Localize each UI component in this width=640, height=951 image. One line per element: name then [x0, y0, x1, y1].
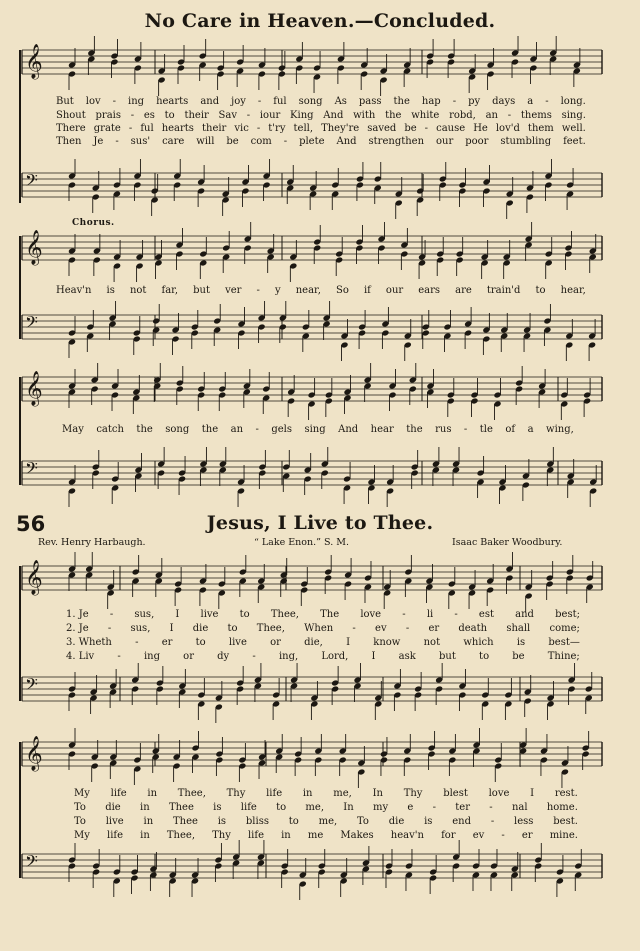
lyric-syllable: li: [426, 609, 434, 620]
lyric-syllable: sus,: [134, 609, 155, 620]
lyric-syllable: -: [283, 136, 288, 147]
lyric-syllable: And: [323, 110, 344, 121]
lyric-syllable: lov: [85, 96, 101, 107]
lyric-syllable: to: [195, 637, 206, 648]
lyric-syllable: Thee: [172, 816, 198, 827]
lyric-syllable: sus,: [130, 623, 151, 634]
lyric-syllable: Thee,: [166, 830, 195, 841]
lyric-syllable: ev: [472, 830, 485, 841]
lyric-syllable: is: [516, 637, 526, 648]
lyric-syllable: -: [117, 651, 121, 662]
hymn-number: 56: [16, 512, 46, 536]
lyric-syllable: the: [406, 424, 423, 435]
lyric-syllable: mine.: [549, 830, 578, 841]
lyric-syllable: My: [74, 830, 90, 841]
lyric-syllable: end: [452, 816, 472, 827]
lyric-syllable: train'd: [486, 285, 521, 296]
lyric-syllable: be: [226, 136, 239, 147]
lyric-syllable: As: [334, 96, 347, 107]
lyric-syllable: is: [424, 816, 433, 827]
lyric-syllable: -: [115, 136, 119, 147]
bass-clef-icon: 𝄢: [25, 458, 38, 482]
lyric-syllable: but: [439, 651, 456, 662]
lyric-syllable: is: [217, 816, 227, 827]
lyric-syllable: their: [201, 123, 227, 134]
lyric-syllable: saved: [367, 123, 397, 134]
lyric-syllable: Thee,: [270, 609, 299, 620]
lyric-syllable: Thy: [212, 830, 231, 841]
lyric-syllable: -: [489, 802, 493, 813]
lyric-syllable: com: [250, 136, 272, 147]
lyric-syllable: pass: [358, 96, 382, 107]
lyric-syllable: strengthen: [368, 136, 425, 147]
lyric-syllable: well.: [561, 123, 586, 134]
lyric-syllable: sus': [130, 136, 151, 147]
lyric-syllable: ful: [140, 123, 154, 134]
lyric-syllable: a: [527, 424, 534, 435]
lyric-syllable: grate: [93, 123, 121, 134]
lyric-syllable: life: [110, 788, 127, 799]
lyric-syllable: prais: [95, 110, 121, 121]
lyric-syllable: er: [161, 637, 173, 648]
lyric-syllable: lov'd: [495, 123, 520, 134]
lyric-syllable: Thee,: [256, 623, 285, 634]
lyric-syllable: live: [200, 609, 219, 620]
lyric-syllable: King: [290, 110, 314, 121]
lyric-syllable: 1. Je: [66, 609, 89, 620]
lyric-syllable: Thy: [226, 788, 246, 799]
lyric-syllable: To: [74, 802, 86, 813]
lyric-syllable: to: [239, 609, 250, 620]
lyric-syllable: death: [458, 623, 488, 634]
lyric-syllable: near,: [295, 285, 321, 296]
lyric-syllable: ver: [225, 285, 242, 296]
lyric-syllable: die: [388, 816, 405, 827]
lyric-syllable: -: [109, 609, 114, 620]
lyric-syllable: dy: [217, 651, 230, 662]
lyric-syllable: But: [56, 96, 74, 107]
page-title: No Care in Heaven.—Concluded.: [144, 10, 496, 32]
lyric-syllable: ears: [418, 285, 441, 296]
lyric-syllable: in: [147, 788, 158, 799]
hymn-title: Jesus, I Live to Thee.: [206, 512, 434, 534]
lyric-syllable: catch: [96, 424, 124, 435]
lyric-syllable: long.: [560, 96, 586, 107]
lyric-syllable: come;: [549, 623, 580, 634]
treble-clef-icon: 𝄞: [25, 44, 43, 79]
lyric-syllable: -: [128, 123, 133, 134]
lyric-syllable: Lord,: [321, 651, 349, 662]
lyric-syllable: sing: [304, 424, 326, 435]
lyric-syllable: es: [143, 110, 155, 121]
lyric-syllable: -: [501, 830, 505, 841]
lyric-syllable: the: [385, 110, 402, 121]
lyric-syllable: ev: [375, 623, 387, 634]
lyric-syllable: life: [240, 802, 257, 813]
bass-clef-icon: 𝄢: [25, 851, 38, 875]
lyric-syllable: for: [441, 830, 456, 841]
lyric-syllable: I: [346, 637, 351, 648]
lyric-syllable: Sav: [218, 110, 237, 121]
lyric-syllable: an: [230, 424, 244, 435]
lyric-syllable: is: [213, 802, 222, 813]
lyric-syllable: gels: [271, 424, 292, 435]
lyric-syllable: -: [490, 816, 495, 827]
lyric-syllable: Makes: [340, 830, 374, 841]
lyric-syllable: e: [407, 802, 414, 813]
lyric-syllable: white: [411, 110, 440, 121]
lyric-syllable: hear,: [560, 285, 586, 296]
lyric-syllable: And: [338, 424, 359, 435]
lyric-syllable: I: [169, 623, 174, 634]
lyric-syllable: me,: [318, 816, 338, 827]
treble-clef-icon: 𝄞: [25, 560, 43, 595]
lyric-syllable: the: [393, 96, 410, 107]
lyric-syllable: There: [56, 123, 86, 134]
lyric-syllable: Je: [93, 136, 104, 147]
lyric-syllable: Thee,: [177, 788, 206, 799]
lyric-syllable: and: [200, 96, 220, 107]
lyric-syllable: ask: [398, 651, 416, 662]
lyric-syllable: poor: [465, 136, 489, 147]
treble-clef-icon: 𝄞: [25, 736, 43, 771]
lyric-syllable: tell,: [293, 123, 314, 134]
chorus-label: Chorus.: [72, 218, 115, 228]
lyric-syllable: My: [74, 788, 90, 799]
lyric-syllable: rest.: [554, 788, 578, 799]
lyric-syllable: heav'n: [390, 830, 424, 841]
lyric-syllable: -: [405, 623, 410, 634]
lyric-syllable: which: [463, 637, 494, 648]
lyric-syllable: -: [256, 285, 260, 296]
lyric-syllable: them: [527, 123, 554, 134]
tune-credit: “ Lake Enon.” S. M.: [254, 537, 349, 548]
lyric-syllable: die: [105, 802, 121, 813]
lyric-syllable: but: [193, 285, 210, 296]
lyric-syllable: is: [106, 285, 115, 296]
lyric-syllable: me,: [333, 788, 352, 799]
lyric-syllable: thems: [520, 110, 552, 121]
lyric-syllable: and: [515, 609, 534, 620]
lyric-syllable: I: [175, 609, 180, 620]
lyric-syllable: ing: [128, 96, 145, 107]
lyric-syllable: to: [479, 651, 490, 662]
lyric-syllable: -: [255, 424, 259, 435]
lyric-syllable: ing,: [278, 651, 299, 662]
lyric-syllable: Then: [56, 136, 82, 147]
lyric-syllable: er: [428, 623, 440, 634]
lyric-syllable: plete: [299, 136, 325, 147]
lyric-syllable: hap: [421, 96, 441, 107]
lyric-syllable: nal: [511, 802, 528, 813]
lyric-syllable: live: [105, 816, 124, 827]
lyric-syllable: me,: [305, 802, 325, 813]
lyric-syllable: wing,: [546, 424, 574, 435]
bass-clef-icon: 𝄢: [25, 312, 38, 336]
lyric-syllable: ing: [143, 651, 160, 662]
lyric-syllable: When: [304, 623, 334, 634]
lyric-syllable: best;: [555, 609, 580, 620]
lyric-syllable: will: [196, 136, 215, 147]
lyric-syllable: be: [512, 651, 525, 662]
lyric-syllable: The: [320, 609, 340, 620]
lyric-syllable: Heav'n: [56, 285, 92, 296]
lyric-syllable: our: [385, 285, 404, 296]
lyric-syllable: robd,: [449, 110, 476, 121]
lyric-syllable: in: [143, 816, 154, 827]
lyric-syllable: or: [183, 651, 194, 662]
lyric-syllable: rus: [435, 424, 452, 435]
lyric-syllable: in: [281, 830, 291, 841]
lyric-syllable: Shout: [56, 110, 86, 121]
lyric-syllable: -: [463, 424, 468, 435]
lyric-syllable: stumbling: [500, 136, 552, 147]
lyric-syllable: To: [357, 816, 369, 827]
lyric-syllable: To: [74, 816, 86, 827]
lyric-syllable: in: [302, 788, 313, 799]
lyric-syllable: -: [507, 110, 512, 121]
lyric-syllable: if: [363, 285, 371, 296]
lyric-syllable: to: [288, 816, 299, 827]
lyric-syllable: -: [424, 123, 429, 134]
lyric-syllable: bliss: [245, 816, 269, 827]
lyric-syllable: -: [130, 110, 135, 121]
lyric-syllable: And: [336, 136, 357, 147]
lyric-syllable: They're: [321, 123, 360, 134]
lyric-syllable: 3. Wheth: [66, 637, 112, 648]
lyric-syllable: tle: [479, 424, 493, 435]
lyric-syllable: blest: [443, 788, 468, 799]
lyric-syllable: best.: [553, 816, 578, 827]
lyric-syllable: May: [62, 424, 84, 435]
lyric-syllable: best—: [548, 637, 580, 648]
lyric-syllable: -: [545, 96, 549, 107]
lyric-syllable: -: [454, 609, 458, 620]
lyric-syllable: ful: [273, 96, 287, 107]
lyric-syllable: Thy: [403, 788, 423, 799]
lyric-syllable: He: [473, 123, 488, 134]
lyric-syllable: live: [228, 637, 247, 648]
lyric-syllable: py: [468, 96, 481, 107]
lyric-syllable: -: [402, 609, 406, 620]
lyric-syllable: I: [371, 651, 376, 662]
lyric-syllable: -: [252, 651, 256, 662]
lyric-syllable: t'ry: [268, 123, 286, 134]
lyric-syllable: -: [257, 96, 262, 107]
lyric-syllable: to: [164, 110, 175, 121]
lyric-syllable: days: [492, 96, 516, 107]
lyric-syllable: know: [373, 637, 401, 648]
lyric-syllable: to: [227, 623, 238, 634]
lyric-syllable: -: [246, 110, 251, 121]
lyric-syllable: Thine;: [547, 651, 580, 662]
lyric-syllable: hearts: [161, 123, 194, 134]
lyric-syllable: hear: [370, 424, 394, 435]
lyric-syllable: home.: [546, 802, 578, 813]
lyric-syllable: to: [276, 802, 287, 813]
lyric-syllable: -: [352, 623, 356, 634]
lyric-syllable: or: [270, 637, 281, 648]
lyric-syllable: with: [353, 110, 376, 121]
lyric-syllable: In: [372, 788, 383, 799]
lyric-syllable: song: [298, 96, 323, 107]
lyric-syllable: song: [165, 424, 190, 435]
lyric-syllable: -: [112, 96, 117, 107]
lyric-syllable: die: [192, 623, 209, 634]
lyric-syllable: 4. Liv: [66, 651, 95, 662]
lyric-syllable: not: [423, 637, 441, 648]
lyric-syllable: love: [360, 609, 382, 620]
composer-credit: Isaac Baker Woodbury.: [452, 537, 563, 548]
lyric-syllable: est: [478, 609, 494, 620]
lyric-syllable: to: [535, 285, 546, 296]
lyric-syllable: vic: [234, 123, 249, 134]
lyric-syllable: joy: [231, 96, 246, 107]
lyric-syllable: -: [256, 123, 261, 134]
lyric-syllable: So: [335, 285, 349, 296]
lyric-syllable: care: [162, 136, 185, 147]
lyric-syllable: er: [521, 830, 533, 841]
lyric-syllable: far,: [161, 285, 179, 296]
lyric-syllable: sing.: [561, 110, 586, 121]
lyric-syllable: the: [201, 424, 219, 435]
bass-clef-icon: 𝄢: [25, 170, 38, 194]
lyric-syllable: me: [307, 830, 324, 841]
lyric-syllable: my: [372, 802, 389, 813]
lyric-syllable: Thee: [168, 802, 194, 813]
lyric-syllable: -: [107, 623, 112, 634]
lyric-syllable: ter: [455, 802, 470, 813]
lyric-syllable: I: [530, 788, 535, 799]
lyric-syllable: are: [455, 285, 472, 296]
lyric-syllable: the: [136, 424, 153, 435]
lyric-syllable: love: [488, 788, 510, 799]
lyric-syllable: y: [274, 285, 281, 296]
lyric-syllable: In: [343, 802, 354, 813]
lyric-syllable: 2. Je: [66, 623, 89, 634]
lyric-syllable: in: [140, 830, 150, 841]
lyric-syllable: in: [140, 802, 150, 813]
lyric-syllable: their: [184, 110, 209, 121]
lyric-syllable: -: [432, 802, 436, 813]
lyric-syllable: an: [485, 110, 498, 121]
lyric-syllable: life: [247, 830, 264, 841]
lyric-syllable: shall: [506, 623, 531, 634]
lyric-syllable: iour: [259, 110, 281, 121]
lyric-syllable: feet.: [563, 136, 586, 147]
bass-clef-icon: 𝄢: [25, 674, 38, 698]
lyric-syllable: die,: [304, 637, 323, 648]
lyric-syllable: -: [452, 96, 457, 107]
lyric-syllable: be: [404, 123, 417, 134]
treble-clef-icon: 𝄞: [25, 371, 43, 406]
lyric-syllable: life: [266, 788, 283, 799]
lyric-syllable: less: [514, 816, 534, 827]
lyric-syllable: cause: [436, 123, 466, 134]
lyric-syllable: -: [135, 637, 139, 648]
treble-clef-icon: 𝄞: [25, 230, 43, 265]
lyric-syllable: a: [527, 96, 534, 107]
lyric-syllable: our: [436, 136, 454, 147]
lyric-syllable: not: [129, 285, 147, 296]
lyric-syllable: hearts: [156, 96, 189, 107]
author-credit: Rev. Henry Harbaugh.: [38, 537, 146, 548]
lyric-syllable: of: [505, 424, 516, 435]
lyric-syllable: life: [107, 830, 124, 841]
